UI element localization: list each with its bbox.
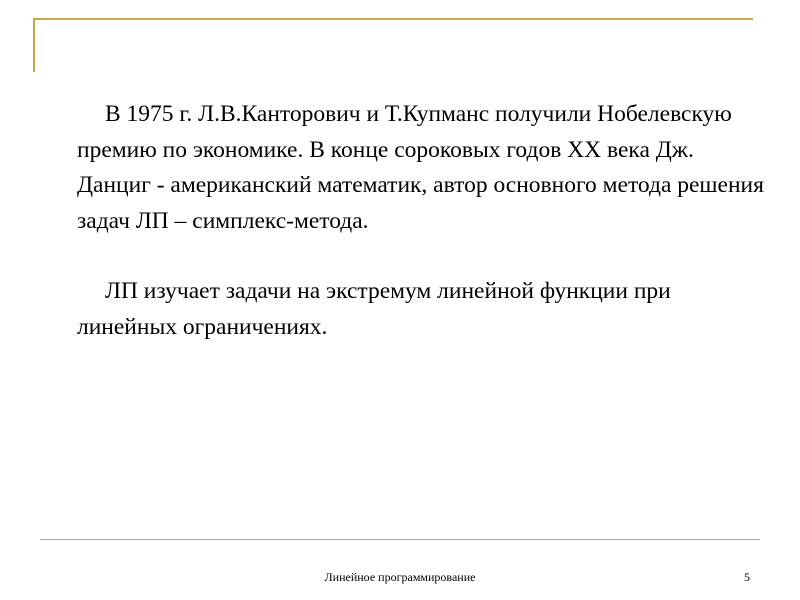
top-decorative-line (33, 18, 753, 20)
footer-divider-line (40, 539, 760, 540)
footer-title: Линейное программирование (324, 570, 476, 584)
page-number: 5 (744, 570, 750, 584)
left-decorative-line (33, 18, 35, 72)
paragraph-definition: ЛП изучает задачи на экстремум линейной функции при линейных ограничениях. (77, 278, 671, 340)
paragraph-history: В 1975 г. Л.В.Канторович и Т.Купманс получили Нобелевскую премию по экономике. В конце сороковых годов XX века Дж. Данциг - американский математик, автор основного метода решения задач ЛП – симплекс-метода. (77, 101, 764, 234)
slide-body (77, 97, 767, 345)
